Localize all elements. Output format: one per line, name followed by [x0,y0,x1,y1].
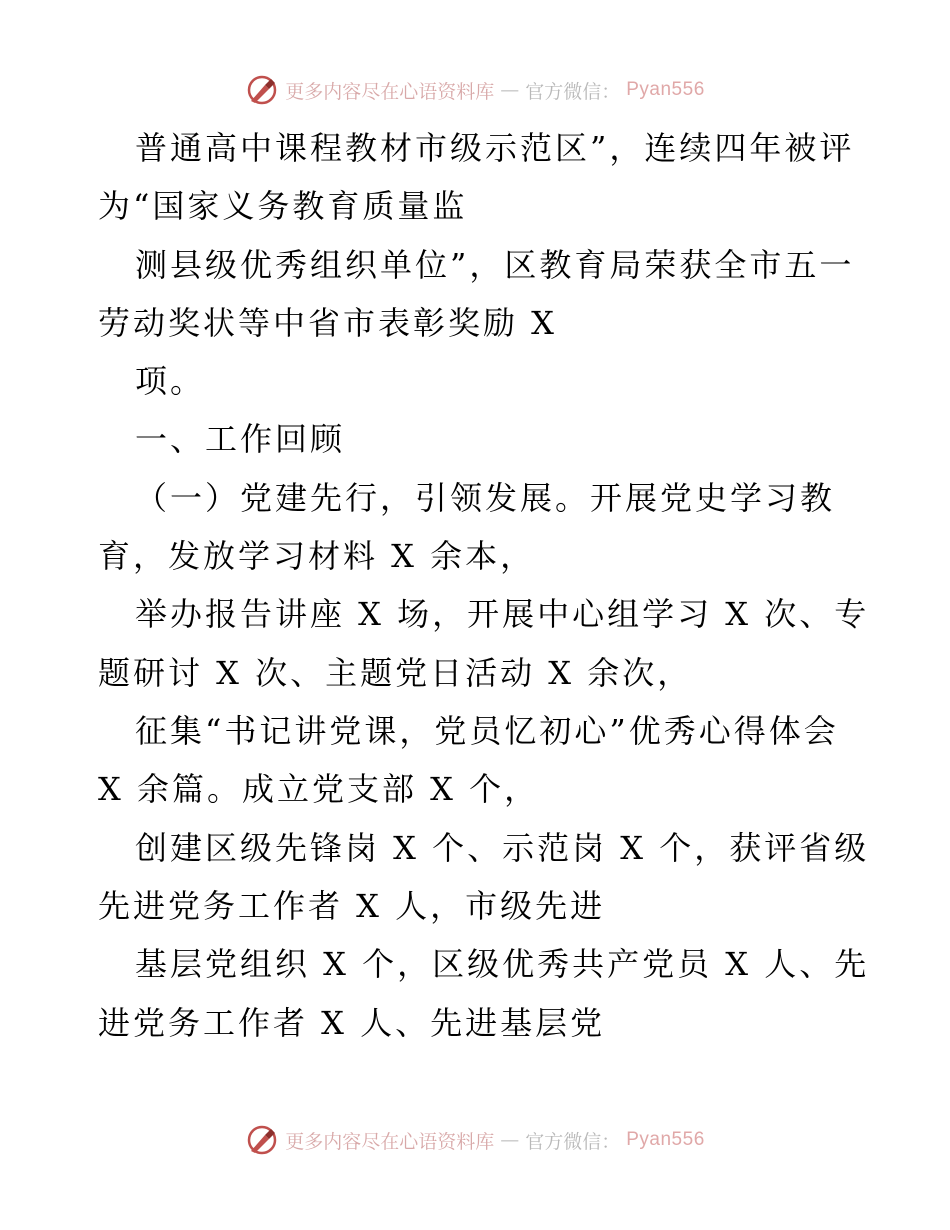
watermark-wechat-id: Pyan556 [626,79,705,100]
text-line: 进党务工作者 X 人、先进基层党 [98,1004,606,1042]
watermark-dash: — [500,1129,520,1151]
subsection-heading-line: （一）党建先行，引领发展。开展党史学习教 [135,479,836,517]
watermark-dash: — [500,79,520,101]
watermark-text: 更多内容尽在心语资料库 [285,1130,495,1153]
text-line: 先进党务工作者 X 人，市级先进 [98,887,606,925]
pen-logo-icon [245,73,279,107]
text-line: 创建区级先锋岗 X 个、示范岗 X 个，获评省级 [135,829,870,867]
text-line: 征集“书记讲党课，党员忆初心”优秀心得体会 [135,712,839,750]
text-line: 为“国家义务教育质量监 [98,187,468,225]
text-line: 基层党组织 X 个，区级优秀共产党员 X 人、先 [135,945,870,983]
text-line: 项。 [135,362,206,400]
text-line: 普通高中课程教材市级示范区”，连续四年被评 [135,129,855,167]
text-line: 题研讨 X 次、主题党日活动 X 余次， [98,654,693,692]
text-line: 举办报告讲座 X 场，开展中心组学习 X 次、专 [135,595,870,633]
text-line: 测县级优秀组织单位”，区教育局荣获全市五一 [135,246,855,284]
watermark-official-label: 官方微信： [525,80,621,103]
section-heading: 一、工作回顾 [135,420,346,458]
watermark-official-label: 官方微信： [525,1130,621,1153]
watermark-text: 更多内容尽在心语资料库 [285,80,495,103]
text-line: 育，发放学习材料 X 余本， [98,537,536,575]
pen-logo-icon [245,1123,279,1157]
header-watermark [0,72,950,108]
watermark-wechat-id: Pyan556 [626,1129,705,1150]
footer-watermark [0,1122,950,1158]
text-line: 劳动奖状等中省市表彰奖励 X [98,304,557,342]
text-line: X 余篇。成立党支部 X 个， [98,770,540,808]
